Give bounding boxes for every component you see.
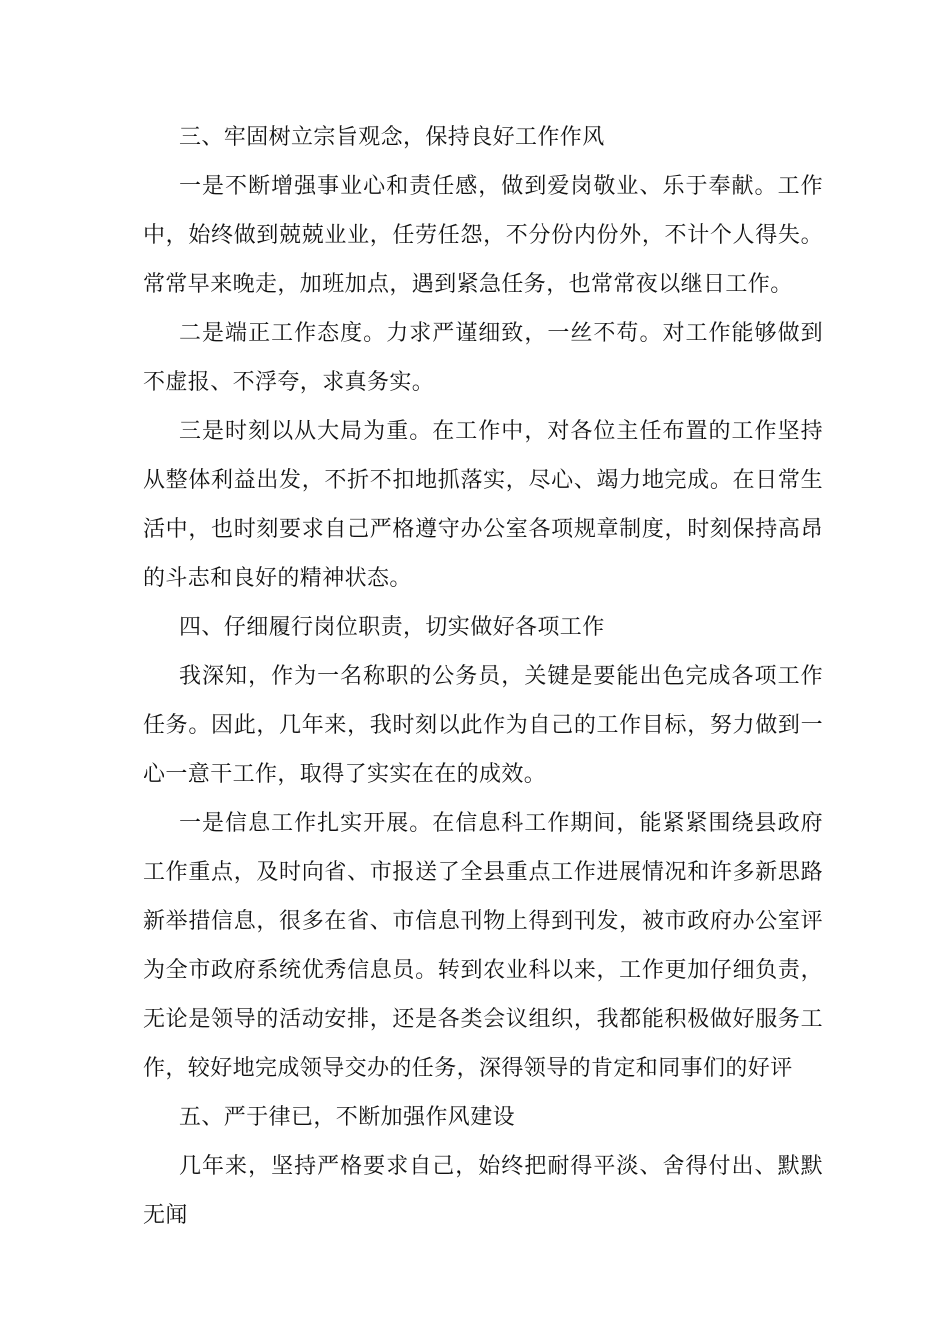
- paragraph: 几年来，坚持严格要求自己，始终把耐得平淡、舍得付出、默默无闻: [143, 1154, 823, 1228]
- section-heading-3: 三、牢固树立宗旨观念，保持良好工作作风: [179, 125, 605, 150]
- document-body: [143, 113, 823, 1240]
- paragraph: 我深知，作为一名称职的公务员，关键是要能出色完成各项工作任务。因此，几年来，我时刻以此作为自己的工作目标，努力做到一心一意干工作，取得了实实在在的成效。: [143, 664, 823, 787]
- paragraph: 三是时刻以从大局为重。在工作中，对各位主任布置的工作坚持从整体利益出发，不折不扣地抓落实，尽心、竭力地完成。在日常生活中，也时刻要求自己严格遵守办公室各项规章制度，时刻保持高昂的斗志和良好的精神状态。: [143, 419, 823, 591]
- section-heading-5: 五、严于律已，不断加强作风建设: [179, 1105, 516, 1130]
- paragraph: 一是信息工作扎实开展。在信息科工作期间，能紧紧围绕县政府工作重点，及时向省、市报送了全县重点工作进展情况和许多新思路新举措信息，很多在省、市信息刊物上得到刊发，被市政府办公室评为全市政府系统优秀信息员。转到农业科以来，工作更加仔细负责，无论是领导的活动安排，还是各类会议组织，我都能积极做好服务工作，较好地完成领导交办的任务，深得领导的肯定和同事们的好评: [143, 811, 823, 1081]
- paragraph: 一是不断增强事业心和责任感，做到爱岗敬业、乐于奉献。工作中，始终做到兢兢业业，任劳任怨，不分份内份外，不计个人得失。常常早来晚走，加班加点，遇到紧急任务，也常常夜以继日工作。: [143, 174, 823, 297]
- paragraph: 二是端正工作态度。力求严谨细致，一丝不苟。对工作能够做到不虚报、不浮夸，求真务实。: [143, 321, 823, 395]
- section-heading-4: 四、仔细履行岗位职责，切实做好各项工作: [179, 615, 605, 640]
